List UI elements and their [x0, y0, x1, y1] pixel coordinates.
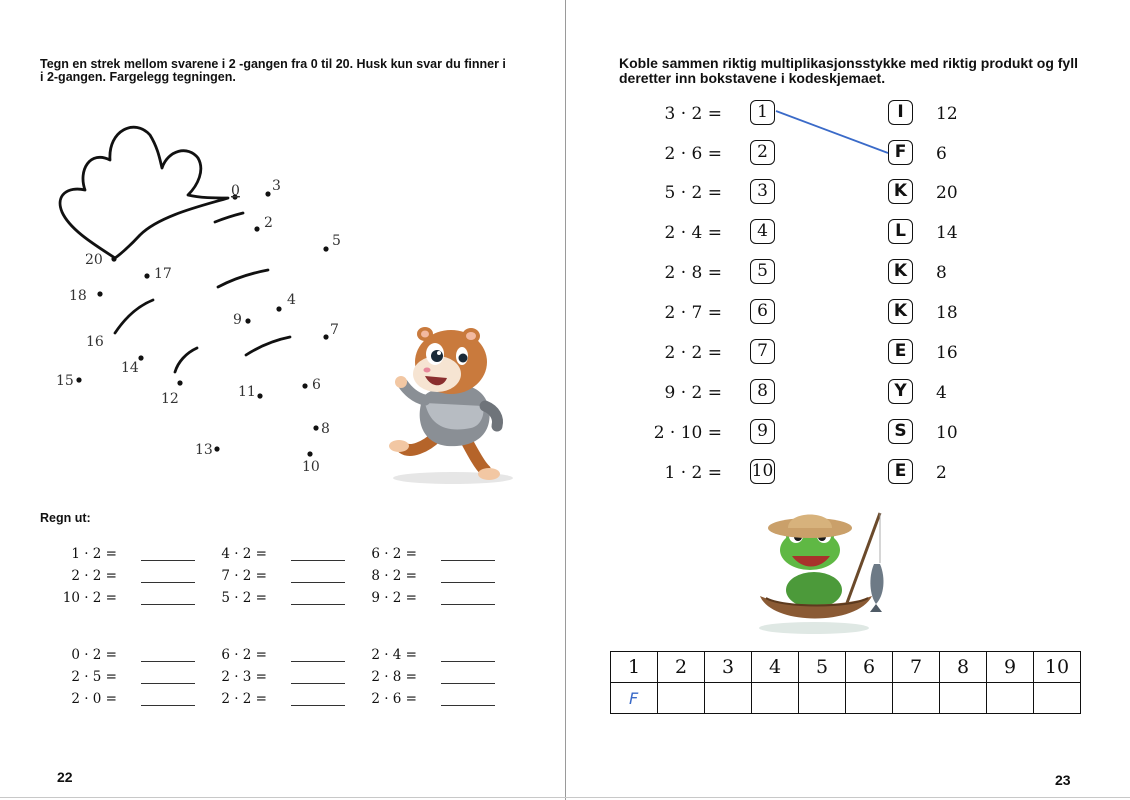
exercise[interactable]	[205, 568, 355, 590]
letter-box[interactable]: E	[888, 459, 913, 484]
dot-label-2: 2	[264, 215, 273, 231]
match-row	[640, 339, 980, 369]
page-number-left: 22	[57, 769, 73, 785]
exercise[interactable]	[55, 568, 205, 590]
exercise-expression: 4 · 2 =	[221, 546, 267, 562]
letter-box[interactable]: Y	[888, 379, 913, 404]
exercise[interactable]	[55, 691, 205, 713]
number-box[interactable]: 6	[750, 299, 775, 324]
dot-label-13: 13	[195, 442, 213, 458]
code-answer-cell[interactable]: F	[611, 683, 658, 714]
exercise[interactable]	[355, 647, 505, 669]
code-header-cell: 2	[658, 652, 705, 683]
dots	[76, 191, 328, 456]
letter-box[interactable]: F	[888, 140, 913, 165]
exercise-row	[55, 669, 515, 691]
exercise-group-2	[55, 647, 515, 713]
exercise-expression: 5 · 2 =	[221, 590, 267, 606]
answer-blank[interactable]	[441, 705, 495, 706]
product-value: 18	[936, 303, 958, 323]
exercise[interactable]	[355, 546, 505, 568]
dot-label-15: 15	[56, 373, 74, 389]
dot-label-9: 9	[233, 312, 242, 328]
answer-blank[interactable]	[441, 661, 495, 662]
right-instruction: Koble sammen riktig multiplikasjonsstykke med riktig produkt og fyll deretter inn bokstavene i kodeskjemaet.	[619, 55, 1078, 86]
dot-label-10: 10	[302, 459, 320, 475]
exercise[interactable]	[355, 590, 505, 612]
multiplication-expression: 2 · 7 =	[664, 303, 722, 323]
letter-box[interactable]: K	[888, 299, 913, 324]
exercise[interactable]	[55, 546, 205, 568]
stroke-4	[246, 337, 290, 355]
code-answer-cell[interactable]	[752, 683, 799, 714]
dot-label-17: 17	[154, 266, 172, 282]
code-header-cell: 6	[846, 652, 893, 683]
exercise-row	[55, 647, 515, 669]
answer-blank[interactable]	[291, 604, 345, 605]
number-box[interactable]: 4	[750, 219, 775, 244]
product-value: 10	[936, 423, 958, 443]
answer-blank[interactable]	[141, 582, 195, 583]
answer-blank[interactable]	[141, 604, 195, 605]
dot-label-7: 7	[330, 322, 339, 338]
code-answer-cell[interactable]	[799, 683, 846, 714]
product-value: 20	[936, 183, 958, 203]
exercise-expression: 2 · 3 =	[221, 669, 267, 685]
dot-label-8: 8	[321, 421, 330, 437]
product-value: 12	[936, 104, 958, 124]
stroke-1	[215, 213, 243, 222]
exercise[interactable]	[205, 590, 355, 612]
dot-label-4: 4	[287, 292, 296, 308]
match-row	[640, 419, 980, 449]
exercise[interactable]	[205, 669, 355, 691]
number-box[interactable]: 7	[750, 339, 775, 364]
exercise-row	[55, 590, 515, 612]
exercise-expression: 6 · 2 =	[371, 546, 417, 562]
exercise-expression: 2 · 0 =	[71, 691, 117, 707]
number-box[interactable]: 10	[750, 459, 775, 484]
letter-box[interactable]: E	[888, 339, 913, 364]
letter-box[interactable]: L	[888, 219, 913, 244]
page-number-right: 23	[1055, 772, 1071, 788]
multiplication-expression: 3 · 2 =	[664, 104, 722, 124]
number-box[interactable]: 5	[750, 259, 775, 284]
exercise-group-1	[55, 546, 515, 612]
answer-blank[interactable]	[441, 683, 495, 684]
code-answer-cell[interactable]	[658, 683, 705, 714]
dot-label-5: 5	[332, 233, 341, 249]
multiplication-expression: 2 · 10 =	[653, 423, 722, 443]
left-instruction: Tegn en strek mellom svarene i 2 -gangen fra 0 til 20. Husk kun svar du finner i i 2-gangen. Fargelegg tegningen.	[40, 57, 506, 84]
code-answer-cell[interactable]	[987, 683, 1034, 714]
dot-label-12: 12	[161, 391, 179, 407]
exercise[interactable]	[355, 669, 505, 691]
exercise-row	[55, 546, 515, 568]
code-header-cell: 10	[1034, 652, 1081, 683]
exercise[interactable]	[55, 590, 205, 612]
answer-blank[interactable]	[291, 705, 345, 706]
code-answer-row	[611, 683, 1081, 714]
dot-label-11: 11	[238, 384, 256, 400]
exercise[interactable]	[205, 546, 355, 568]
exercise-expression: 8 · 2 =	[371, 568, 417, 584]
code-answer-cell[interactable]	[940, 683, 987, 714]
number-box[interactable]: 9	[750, 419, 775, 444]
code-header-cell: 1	[611, 652, 658, 683]
code-header-cell: 4	[752, 652, 799, 683]
stroke-3	[115, 300, 153, 333]
multiplication-expression: 2 · 6 =	[664, 144, 722, 164]
leaf-outline	[60, 127, 228, 258]
match-row	[640, 219, 980, 249]
answer-blank[interactable]	[441, 560, 495, 561]
answer-blank[interactable]	[141, 705, 195, 706]
multiplication-expression: 9 · 2 =	[664, 383, 722, 403]
code-header-row	[611, 652, 1081, 683]
answer-blank[interactable]	[291, 560, 345, 561]
product-value: 8	[936, 263, 947, 283]
answer-blank[interactable]	[441, 604, 495, 605]
multiplication-expression: 2 · 8 =	[664, 263, 722, 283]
exercise[interactable]	[55, 669, 205, 691]
product-value: 16	[936, 343, 958, 363]
exercise-expression: 9 · 2 =	[371, 590, 417, 606]
exercise-expression: 2 · 5 =	[71, 669, 117, 685]
exercise-expression: 7 · 2 =	[221, 568, 267, 584]
match-row	[640, 179, 980, 209]
exercise-expression: 2 · 2 =	[221, 691, 267, 707]
code-scheme-table	[610, 651, 1081, 714]
multiplication-expression: 5 · 2 =	[664, 183, 722, 203]
answer-blank[interactable]	[141, 560, 195, 561]
exercise-expression: 2 · 4 =	[371, 647, 417, 663]
dot-label-16: 16	[86, 334, 104, 350]
dot-label-14: 14	[121, 360, 139, 376]
answer-blank[interactable]	[141, 661, 195, 662]
dot-label-18: 18	[69, 288, 87, 304]
code-header-cell: 8	[940, 652, 987, 683]
exercise[interactable]	[205, 691, 355, 713]
multiplication-expression: 1 · 2 =	[664, 463, 722, 483]
exercise[interactable]	[355, 568, 505, 590]
number-box[interactable]: 1	[750, 100, 775, 125]
dot-label-3: 3	[272, 178, 281, 194]
exercise-expression: 2 · 8 =	[371, 669, 417, 685]
answer-blank[interactable]	[291, 582, 345, 583]
number-box[interactable]: 8	[750, 379, 775, 404]
product-value: 2	[936, 463, 947, 483]
match-row	[640, 299, 980, 329]
exercise-expression: 0 · 2 =	[71, 647, 117, 663]
bottom-edge	[0, 797, 1130, 798]
answer-blank[interactable]	[291, 661, 345, 662]
product-value: 4	[936, 383, 947, 403]
exercise[interactable]	[55, 647, 205, 669]
exercise-row	[55, 691, 515, 713]
code-answer-cell[interactable]	[846, 683, 893, 714]
hamster-illustration	[385, 318, 520, 486]
answer-blank[interactable]	[141, 683, 195, 684]
match-row	[640, 100, 980, 130]
code-header-cell: 3	[705, 652, 752, 683]
code-header-cell: 7	[893, 652, 940, 683]
match-row	[640, 259, 980, 289]
exercise[interactable]	[355, 691, 505, 713]
exercise-expression: 2 · 6 =	[371, 691, 417, 707]
dot-label-6: 6	[312, 377, 321, 393]
product-value: 14	[936, 223, 958, 243]
letter-box[interactable]: I	[888, 100, 913, 125]
code-header-cell: 9	[987, 652, 1034, 683]
stroke-2	[218, 270, 268, 287]
answer-blank[interactable]	[441, 582, 495, 583]
exercise-expression: 2 · 2 =	[71, 568, 117, 584]
match-row	[640, 379, 980, 409]
exercise-expression: 10 · 2 =	[62, 590, 117, 606]
exercise-expression: 1 · 2 =	[71, 546, 117, 562]
number-box[interactable]: 3	[750, 179, 775, 204]
match-row	[640, 140, 980, 170]
letter-box[interactable]: S	[888, 419, 913, 444]
frog-in-boat-illustration	[752, 508, 887, 638]
match-row	[640, 459, 980, 489]
dot-label-20: 20	[85, 252, 103, 268]
dot-label-0: 0	[231, 183, 240, 199]
letter-box[interactable]: K	[888, 259, 913, 284]
regn-ut-label: Regn ut:	[40, 511, 91, 525]
answer-blank[interactable]	[291, 683, 345, 684]
exercise-row	[55, 568, 515, 590]
multiplication-expression: 2 · 2 =	[664, 343, 722, 363]
stroke-5	[175, 348, 197, 372]
multiplication-expression: 2 · 4 =	[664, 223, 722, 243]
exercise-expression: 6 · 2 =	[221, 647, 267, 663]
exercise[interactable]	[205, 647, 355, 669]
code-answer-cell[interactable]	[705, 683, 752, 714]
product-value: 6	[936, 144, 947, 164]
letter-box[interactable]: K	[888, 179, 913, 204]
page-divider	[565, 0, 566, 800]
code-answer-cell[interactable]	[893, 683, 940, 714]
code-answer-cell[interactable]	[1034, 683, 1081, 714]
code-header-cell: 5	[799, 652, 846, 683]
number-box[interactable]: 2	[750, 140, 775, 165]
